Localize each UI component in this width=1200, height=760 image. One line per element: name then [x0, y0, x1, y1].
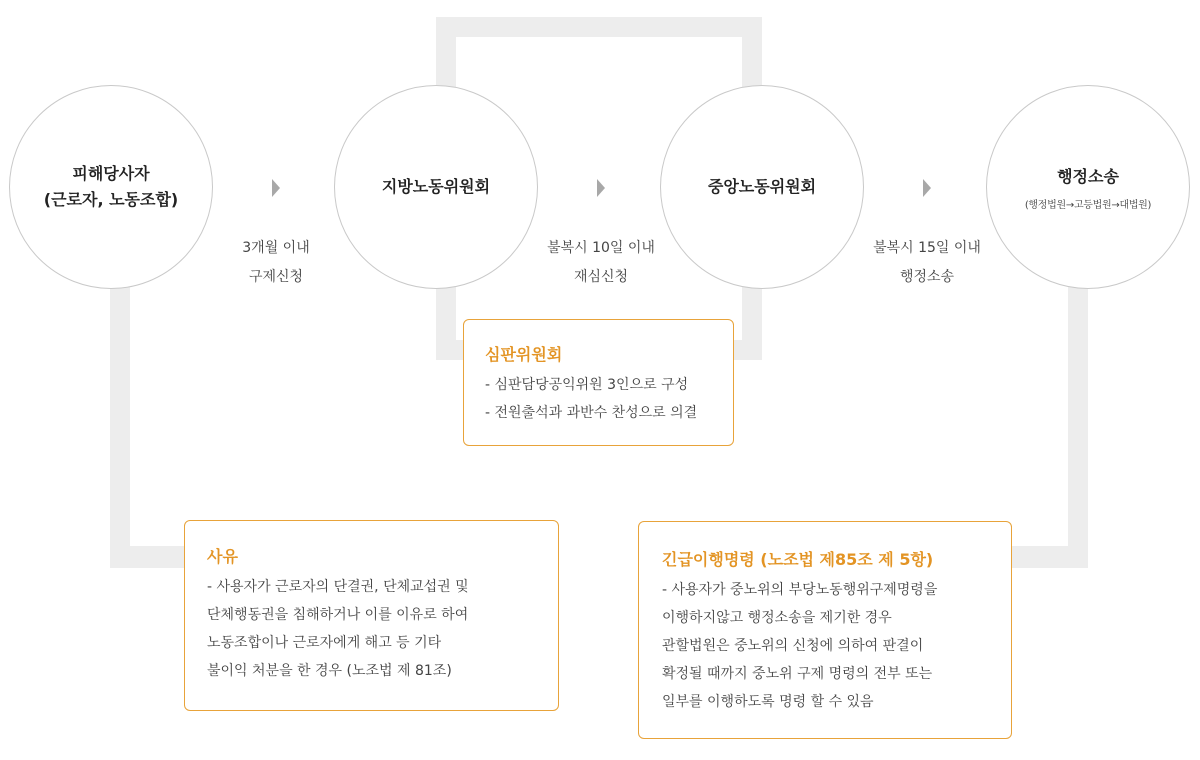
node-central-labor-commission [660, 85, 864, 289]
node-regional-title: 지방노동위원회 [381, 177, 491, 196]
arrow-right-icon [923, 179, 931, 197]
step-deadline: 불복시 15일 이내 [873, 240, 981, 256]
node-litigation-title: 행정소송 [1057, 166, 1119, 186]
connector-left-vertical [110, 250, 130, 568]
node-victim [9, 85, 213, 289]
reason-line: 단체행동권을 침해하거나 이를 이유로 하여 [207, 607, 469, 623]
step-action: 구제신청 [248, 269, 304, 285]
step-deadline: 불복시 10일 이내 [547, 240, 655, 256]
tribunal-box [463, 319, 734, 446]
urgent-order-box [638, 521, 1012, 739]
reason-line: - 사용자가 근로자의 단결권, 단체교섭권 및 [207, 579, 469, 595]
tribunal-line: - 심판담당공익위원 3인으로 구성 [485, 377, 689, 393]
urgent-order-line: 관할법원은 중노위의 신청에 의하여 판결이 [662, 638, 924, 654]
node-victim-title: 피해당사자 (근로자, 노동조합) [43, 164, 179, 209]
arrow-right-icon [597, 179, 605, 197]
reason-line: 불이익 처분을 한 경우 (노조법 제 81조) [207, 663, 452, 679]
node-litigation-courts: (행정법원→고등법원→대법원) [1024, 199, 1152, 211]
connector-right-vertical [1068, 250, 1088, 568]
reason-box [184, 520, 559, 711]
step-label [847, 234, 1007, 292]
connector-top [436, 17, 762, 37]
node-administrative-litigation [986, 85, 1190, 289]
tribunal-line: - 전원출석과 과반수 찬성으로 의결 [485, 405, 698, 421]
urgent-order-title: 긴급이행명령 (노조법 제85조 제 5항) [662, 550, 934, 569]
step-label [521, 234, 681, 292]
tribunal-title: 심판위원회 [485, 345, 563, 364]
urgent-order-line: 확정될 때까지 중노위 구제 명령의 전부 또는 [662, 666, 933, 682]
urgent-order-line: 일부를 이행하도록 명령 할 수 있음 [662, 694, 874, 710]
step-deadline: 3개월 이내 [242, 240, 310, 256]
step-action: 행정소송 [899, 269, 955, 285]
reason-title: 사유 [207, 547, 238, 566]
step-label [196, 234, 356, 292]
arrow-right-icon [272, 179, 280, 197]
reason-line: 노동조합이나 근로자에게 해고 등 기타 [207, 635, 442, 651]
step-action: 재심신청 [573, 269, 629, 285]
urgent-order-line: 이행하지않고 행정소송을 제기한 경우 [662, 610, 892, 626]
node-central-title: 중앙노동위원회 [707, 177, 817, 196]
urgent-order-line: - 사용자가 중노위의 부당노동행위구제명령을 [662, 582, 938, 598]
node-regional-labor-commission [334, 85, 538, 289]
